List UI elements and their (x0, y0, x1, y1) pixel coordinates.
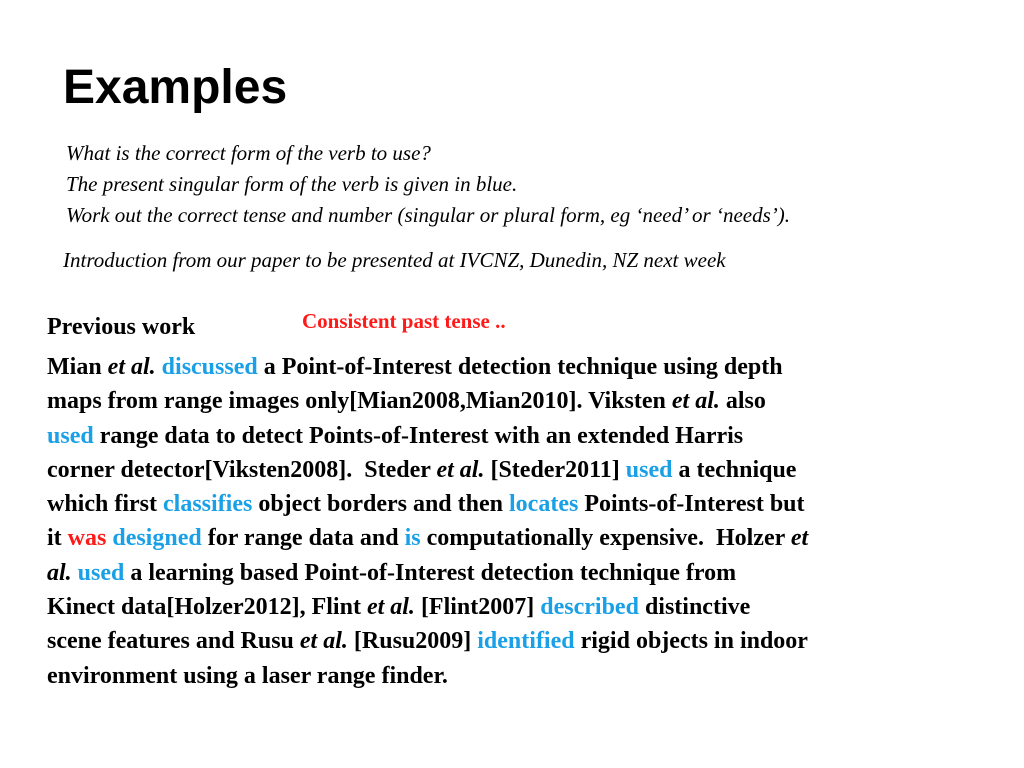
italic-run: al. (47, 559, 72, 586)
verb-highlight: discussed (161, 354, 258, 380)
section-heading: Previous work (47, 314, 196, 340)
text-run: a technique (672, 456, 797, 483)
paragraph-line (47, 521, 967, 555)
paragraph-line (47, 556, 967, 590)
italic-run: et al. (436, 456, 485, 483)
text-run: distinctive (638, 594, 751, 621)
text-run: a learning based Point-of-Interest detection technique from (124, 559, 737, 586)
text-run: rigid objects in indoor (574, 628, 808, 655)
text-run: corner detector[Viksten2008]. Steder (47, 456, 437, 483)
instruction-line: Work out the correct tense and number (singular or plural form, eg ‘need’ or ‘needs’). (66, 203, 790, 227)
text-run: Points-of-Interest but (578, 491, 805, 518)
text-run: [Rusu2009] (347, 628, 478, 655)
slide-title: Examples (63, 61, 288, 114)
verb-highlight: designed (112, 525, 202, 552)
text-run: range data to detect Points-of-Interest with an extended Harris (93, 422, 744, 449)
paragraph-line (47, 487, 967, 521)
paragraph-line (47, 419, 967, 453)
text-run: for range data and (201, 525, 405, 552)
paragraph-line (47, 624, 967, 658)
text-run: Kinect data[Holzer2012], Flint (47, 594, 367, 621)
instruction-line: What is the correct form of the verb to use? (66, 141, 431, 165)
verb-highlight: locates (509, 491, 579, 518)
verb-highlight: described (540, 594, 639, 621)
verb-highlight: identified (477, 628, 575, 655)
text-run: computationally expensive. Holzer (420, 525, 791, 552)
annotation-note: Consistent past tense .. (302, 309, 506, 333)
text-run: environment using a laser range finder. (47, 662, 448, 689)
text-run: object borders and then (252, 491, 509, 518)
text-run: it (47, 525, 68, 552)
verb-highlight: used (77, 559, 125, 586)
paragraph-line (47, 350, 967, 384)
text-run: [Steder2011] (484, 456, 626, 483)
text-run: Mian (47, 354, 108, 380)
text-run: also (719, 388, 766, 415)
paragraph-line (47, 453, 967, 487)
intro-note: Introduction from our paper to be presented at IVCNZ, Dunedin, NZ next week (63, 248, 726, 272)
verb-highlight: classifies (163, 491, 253, 518)
verb-highlight: used (47, 422, 94, 449)
error-highlight: was (67, 525, 107, 552)
text-run: maps from range images only[Mian2008,Mian2010]. Viksten (47, 388, 672, 415)
italic-run: et al. (366, 594, 415, 621)
italic-run: et al. (299, 628, 348, 655)
verb-highlight: is (404, 525, 421, 552)
italic-run: et (790, 525, 809, 552)
text-run: a Point-of-Interest detection technique using depth (257, 354, 783, 380)
text-run: which first (47, 491, 163, 518)
italic-run: et al. (107, 354, 156, 380)
text-run: [Flint2007] (414, 594, 541, 621)
italic-run: et al. (671, 388, 720, 415)
instructions-block (66, 138, 790, 231)
verb-highlight: used (625, 456, 673, 483)
previous-work-paragraph (47, 350, 967, 693)
instruction-line: The present singular form of the verb is given in blue. (66, 172, 518, 196)
paragraph-line (47, 384, 967, 418)
text-run: scene features and Rusu (47, 628, 300, 655)
paragraph-line (47, 590, 967, 624)
paragraph-line (47, 659, 967, 693)
